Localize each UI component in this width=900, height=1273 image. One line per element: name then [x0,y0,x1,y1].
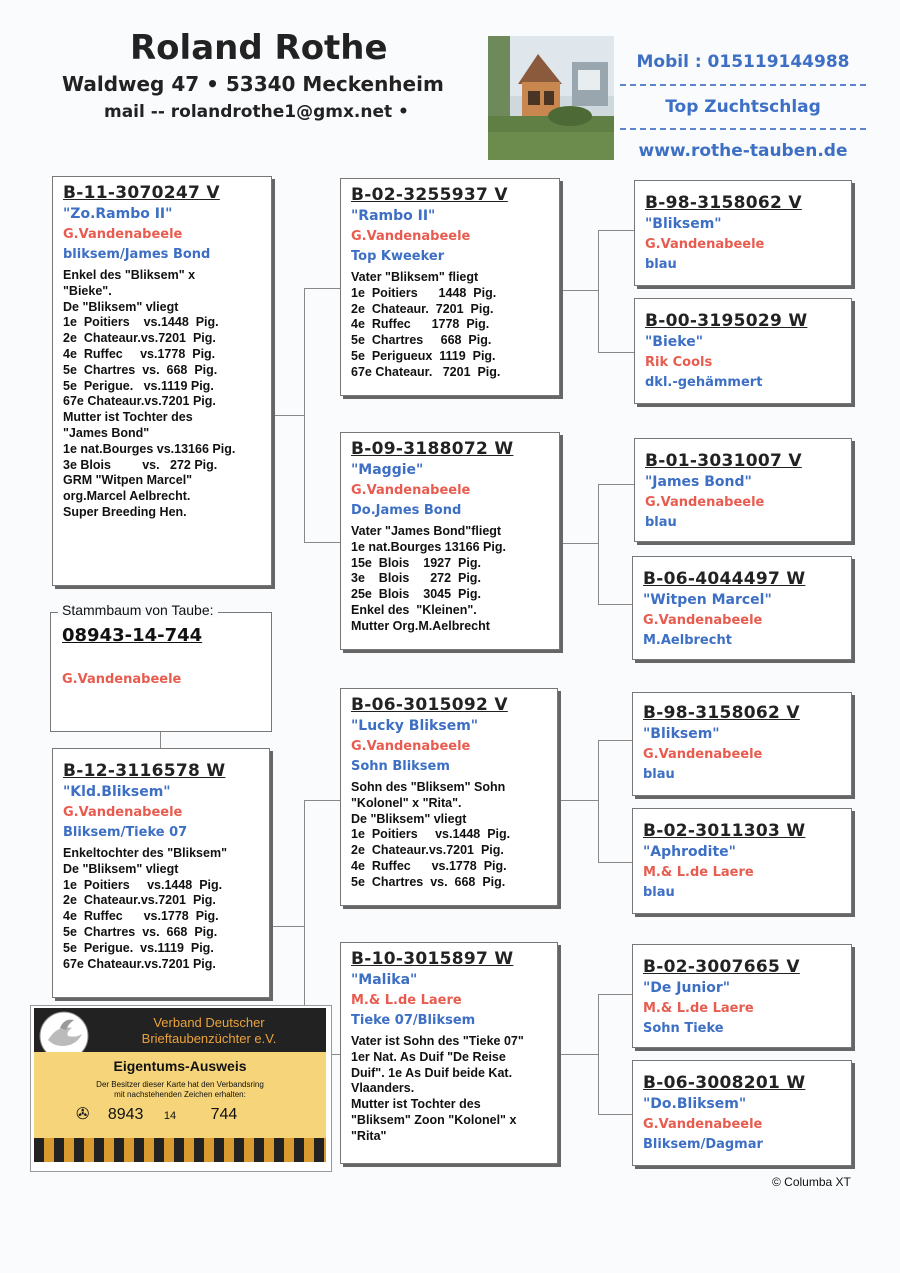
breeder: G.Vandenabeele [643,1117,763,1132]
ring-number: B-06-3008201 W [643,1073,806,1093]
pigeon-color: Tieke 07/Bliksem [351,1013,476,1028]
ring-number: B-02-3007665 V [643,957,800,977]
pedigree-card-mff [632,692,852,796]
pigeon-color: blau [643,885,675,900]
eigentum-org: Verband Deutscher Brieftaubenzüchter e.V. [141,1015,277,1046]
pigeon-name: "Lucky Bliksem" [351,718,479,734]
eigentum-ring-number: 8943 [107,1106,144,1123]
ring-number: B-98-3158062 V [643,703,800,723]
breeder: G.Vandenabeele [63,805,183,820]
pigeon-name: "James Bond" [645,474,752,490]
pigeon-name: "Do.Bliksem" [643,1096,747,1112]
connector-line [598,352,634,353]
ring-number: B-09-3188072 W [351,439,514,459]
breeder: G.Vandenabeele [351,229,471,244]
connector-line [598,484,634,485]
pedigree-card-mmf [632,944,852,1048]
breeder: G.Vandenabeele [351,483,471,498]
eigentum-text: Der Besitzer dieser Karte hat den Verbandsring mit nachstehenden Zeichen erhalten: [96,1080,264,1099]
pigeon-name: "Bliksem" [645,216,722,232]
owner-address: Waldweg 47 • 53340 Meckenheim [62,72,444,96]
connector-line [598,740,634,741]
ring-number: B-00-3195029 W [645,311,808,331]
pigeon-description: Vater ist Sohn des "Tieke 07" 1er Nat. As Duif "De Reise Duif". 1e As Duif beide Kat. Vlaanders. Mutter ist Tochter des "Bliksem" Zoon "Kolonel" x "Rita" [351,1034,524,1143]
copyright: © Columba XT [772,1175,851,1189]
breeder: G.Vandenabeele [645,495,765,510]
connector-line [598,604,634,605]
pigeon-color: blau [645,257,677,272]
breeder: M.& L.de Laere [643,865,754,880]
pigeon-name: "Rambo II" [351,208,436,224]
pigeon-color: Top Kweeker [351,249,445,264]
connector-line [304,288,340,289]
eigentum-title: Eigentums-Ausweis [113,1058,247,1074]
stammbaum-label: Stammbaum von Taube: [58,602,218,618]
stammbaum-breeder: G.Vandenabeele [62,672,182,687]
connector-line [598,1114,634,1115]
pigeon-color: dkl.-gehämmert [645,375,763,390]
breeder: G.Vandenabeele [645,237,765,252]
breeder: G.Vandenabeele [643,747,763,762]
connector-line [598,994,599,1114]
owner-name: Roland Rothe [130,28,388,68]
contact-website[interactable]: www.rothe-tauben.de [638,141,848,161]
contact-tagline: Top Zuchtschlag [665,97,821,117]
breeder: G.Vandenabeele [351,739,471,754]
connector-line [598,230,599,352]
pigeon-color: Do.James Bond [351,503,462,518]
eigentum-pattern-stripe [34,1138,326,1162]
ring-number: B-01-3031007 V [645,451,802,471]
connector-line [560,543,598,544]
pigeon-name: "Bieke" [645,334,703,350]
connector-line [598,230,634,231]
ring-number: B-02-3011303 W [643,821,806,841]
breeder: Rik Cools [645,355,713,370]
connector-line [598,484,599,604]
pigeon-name: "Kld.Bliksem" [63,784,171,800]
connector-line [160,730,161,748]
pedigree-card-ff [340,178,560,396]
pigeon-color: Bliksem/Tieke 07 [63,825,188,840]
stammbaum-ring: 08943-14-744 [62,625,203,646]
connector-line [560,290,598,291]
pigeon-description: Vater "Bliksem" fliegt 1e Poitiers 1448 Pig. 2e Chateaur. 7201 Pig. 4e Ruffec 1778 Pig. 5e Chartres 668 Pig. 5e Perigueux 1119 Pig. 67e Chateaur. 7201 Pig. [351,270,501,379]
pedigree-card-mf [340,688,558,906]
pedigree-card-mfm [632,808,852,914]
breeder: M.& L.de Laere [643,1001,754,1016]
ring-number: B-02-3255937 V [351,185,508,205]
pigeon-description: Sohn des "Bliksem" Sohn "Kolonel" x "Rita". De "Bliksem" vliegt 1e Poitiers vs.1448 Pig. 2e Chateaur.vs.7201 Pig. 4e Ruffec vs.1778 Pig. 5e Chartres vs. 668 Pig. [351,780,511,889]
pigeon-color: Sohn Tieke [643,1021,724,1036]
pigeon-name: "Bliksem" [643,726,720,742]
house-photo [488,36,614,160]
ring-number: B-06-4044497 W [643,569,806,589]
pigeon-name: "Witpen Marcel" [643,592,772,608]
pedigree-card-fmf [634,438,852,542]
breeder: G.Vandenabeele [643,613,763,628]
owner-mail: mail -- rolandrothe1@gmx.net • [104,102,409,122]
pedigree-card-father [52,176,272,586]
pigeon-color: Sohn Bliksem [351,759,450,774]
connector-line [304,542,340,543]
pedigree-card-fm [340,432,560,650]
pigeon-color: Bliksem/Dagmar [643,1137,763,1152]
eigentum-ring-serial: 744 [210,1106,238,1123]
connector-line [304,288,305,542]
dashed-divider [620,84,866,86]
pedigree-card-mm [340,942,558,1164]
connector-line [272,926,304,927]
connector-line [304,800,340,801]
ring-number: B-10-3015897 W [351,949,514,969]
connector-line [272,415,304,416]
connector-line [598,994,634,995]
pedigree-card-ffm [634,298,852,404]
breeder: G.Vandenabeele [63,227,183,242]
eigentum-ring [76,1104,237,1124]
pedigree-card-mother [52,748,270,998]
pigeon-color: blau [643,767,675,782]
connector-line [598,740,599,862]
pigeon-color: M.Aelbrecht [643,633,732,648]
pigeon-color: blau [645,515,677,530]
pigeon-description: Enkeltochter des "Bliksem" De "Bliksem" vliegt 1e Poitiers vs.1448 Pig. 2e Chateaur.vs.7201 Pig. 4e Ruffec vs.1778 Pig. 5e Chartres vs. 668 Pig. 5e Perigue. vs.1119 Pig. 67e Chateaur.vs.7201 Pig. [63,846,227,971]
pedigree-card-mmm [632,1060,852,1166]
ring-number: B-11-3070247 V [63,183,220,203]
connector-line [560,1054,598,1055]
ring-number: B-12-3116578 W [63,761,226,781]
pigeon-name: "Aphrodite" [643,844,736,860]
pedigree-card-fff [634,180,852,286]
pigeon-name: "Maggie" [351,462,424,478]
contact-mobile: Mobil : 015119144988 [636,52,850,72]
pigeon-color: bliksem/James Bond [63,247,211,262]
pigeon-description: Vater "James Bond"fliegt 1e nat.Bourges 13166 Pig. 15e Blois 1927 Pig. 3e Blois 272 Pig. 25e Blois 3045 Pig. Enkel des "Kleinen". Mutter Org.M.Aelbrecht [351,524,506,633]
breeder: M.& L.de Laere [351,993,462,1008]
pedigree-card-fmm [632,556,852,660]
pigeon-description: Enkel des "Bliksem" x "Bieke". De "Bliksem" vliegt 1e Poitiers vs.1448 Pig. 2e Chateaur.vs.7201 Pig. 4e Ruffec vs.1778 Pig. 5e Chartres vs. 668 Pig. 5e Perigue. vs.1119 Pig. 67e Chateaur.vs.7201 Pig. Mutter ist Tochter des "James Bond" 1e nat.Bourges vs.13166 Pig. 3e Blois vs. 272 Pig. GRM "Witpen Marcel" org.Marcel Aelbrecht. Super Breeding Hen. [63,268,236,519]
dashed-divider [620,128,866,130]
ring-number: B-06-3015092 V [351,695,508,715]
pigeon-name: "Zo.Rambo II" [63,206,173,222]
pigeon-name: "Malika" [351,972,418,988]
ring-number: B-98-3158062 V [645,193,802,213]
connector-line [598,862,634,863]
eigentum-ring-year: 14 [163,1110,177,1122]
connector-line [560,800,598,801]
pigeon-name: "De Junior" [643,980,731,996]
ring-bird-icon: ✇ [76,1106,90,1123]
